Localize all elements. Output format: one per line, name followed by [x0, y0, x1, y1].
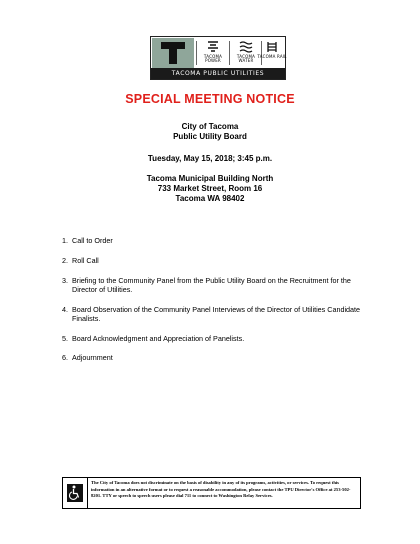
- agenda-item-text: Board Observation of the Community Panel Interviews of the Director of Utilities Candidate Finalists.: [72, 305, 361, 323]
- city-name: City of Tacoma: [181, 122, 239, 131]
- agenda-item: [62, 305, 362, 323]
- agenda-item-number: 2.: [62, 256, 68, 265]
- agenda-item: [62, 276, 362, 294]
- water-icon: [239, 40, 253, 54]
- power-label: TACOMA POWER: [203, 54, 223, 64]
- accessibility-icon-box: [63, 478, 88, 508]
- agenda-item: [62, 236, 362, 245]
- t-logo-mark: [152, 38, 194, 68]
- logo-banner: TACOMA PUBLIC UTILITIES: [151, 68, 285, 79]
- t-letter-icon: [160, 40, 186, 66]
- notice-title: SPECIAL MEETING NOTICE: [125, 92, 295, 106]
- agenda-item-number: 1.: [62, 236, 68, 245]
- agenda-item-text: Board Acknowledgment and Appreciation of Panelists.: [72, 334, 245, 343]
- logo-divider: [229, 41, 230, 65]
- logo-divider: [196, 41, 197, 65]
- agenda-item-text: Adjournment: [72, 353, 113, 362]
- agenda-item-number: 3.: [62, 276, 68, 285]
- power-division: [198, 38, 228, 68]
- agenda-item-number: 6.: [62, 353, 68, 362]
- location-block: [0, 174, 420, 204]
- rail-icon: [265, 40, 279, 54]
- building-name: Tacoma Municipal Building North: [146, 174, 274, 183]
- agenda-item: [62, 334, 362, 343]
- agenda-item-text: Briefing to the Community Panel from the Public Utility Board on the Recruitment for the Director of Utilities.: [72, 276, 351, 294]
- power-icon: [206, 40, 220, 54]
- street-address: 733 Market Street, Room 16: [157, 184, 263, 193]
- accessibility-text: The City of Tacoma does not discriminate on the basis of disability in any of its programs, activities, or services. To request this information in an alternative format or to request a reasonable accommodation, please contact the TPU Director's Office at 253-502-8201. TTY or speech to speech users please dial 711 to connect to Washington Relay Services.: [91, 480, 351, 498]
- agenda-item-text: Call to Order: [72, 236, 113, 245]
- organization-block: [0, 122, 420, 142]
- agenda-item-number: 5.: [62, 334, 68, 343]
- city-state-zip: Tacoma WA 98402: [175, 194, 245, 203]
- agenda-item: [62, 353, 362, 362]
- agenda-item-text: Roll Call: [72, 256, 99, 265]
- rail-division: [257, 38, 287, 68]
- accessibility-notice: [62, 477, 361, 509]
- board-name: Public Utility Board: [173, 132, 247, 141]
- meeting-datetime: Tuesday, May 15, 2018; 3:45 p.m.: [147, 154, 273, 163]
- agenda-item: [62, 256, 362, 265]
- rail-label: TACOMA RAIL: [257, 54, 287, 59]
- water-label: TACOMA WATER: [236, 54, 256, 64]
- tacoma-public-utilities-logo: [150, 36, 286, 80]
- wheelchair-icon: [67, 484, 83, 502]
- agenda-item-number: 4.: [62, 305, 68, 314]
